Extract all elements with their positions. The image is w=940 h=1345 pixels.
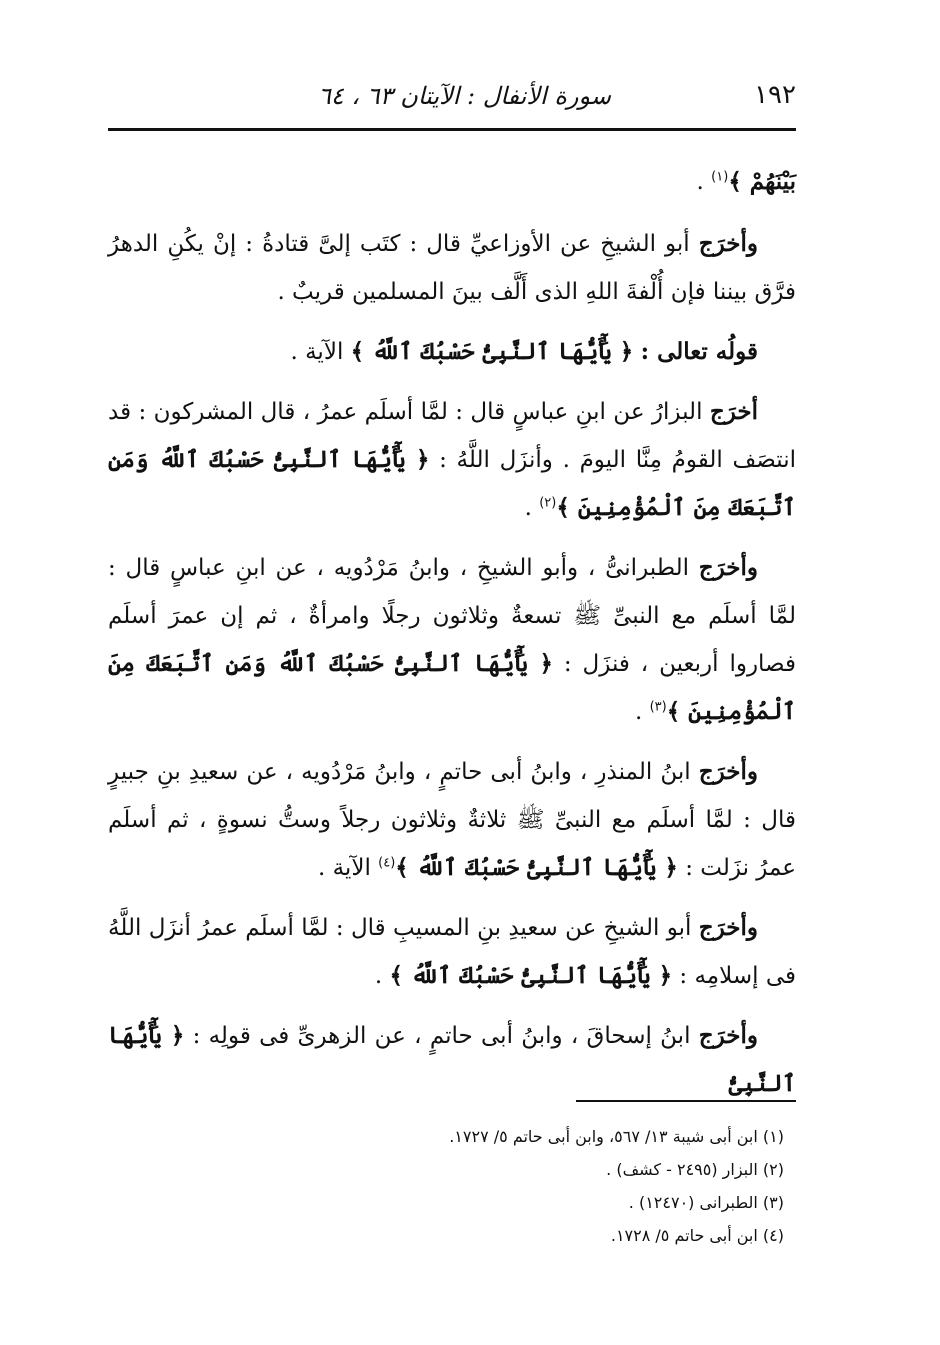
main-text bbox=[108, 158, 796, 1120]
footnote-ref: (٢) bbox=[539, 495, 557, 511]
paragraph-tail: الآية . bbox=[290, 339, 351, 365]
footnote-rule bbox=[576, 1100, 796, 1102]
quran-verse: ﴿ يَٰٓأَيُّهَا ٱلنَّبِىُّ حَسْبُكَ ٱللَّهُ وَمَنِ ٱتَّبَعَكَ مِنَ ٱلْمُؤْمِنِينَ ﴾ bbox=[108, 650, 796, 725]
paragraph bbox=[108, 748, 796, 892]
paragraph-tail: . bbox=[524, 495, 540, 521]
quran-verse: ﴿ يَٰٓأَيُّهَا ٱلنَّبِىُّ حَسْبُكَ ٱللَّهُ ﴾ bbox=[350, 338, 634, 365]
paragraph-text: ابنُ إسحاقَ ، وابنُ أبى حاتمٍ ، عن الزهرىِّ فى قولِه : bbox=[184, 1023, 699, 1049]
footnote-ref: (١) bbox=[711, 169, 729, 185]
quran-verse: ﴿ يَٰٓأَيُّهَا ٱلنَّبِىُّ حَسْبُكَ ٱللَّهُ ﴾ bbox=[389, 962, 673, 989]
header-rule bbox=[108, 128, 796, 131]
paragraph bbox=[108, 220, 796, 316]
paragraph-text: ابنُ المنذرِ ، وابنُ أبى حاتمٍ ، وابنُ مَرْدُويه ، عن سعيدِ بنِ جبيرٍ قال : لمَّا أسلَم مع النبىِّ ﷺ ثلاثةٌ وثلاثون رجلاً وستُّ نسوةٍ ، ثم أسلَم عمرُ نزَلت : bbox=[108, 759, 796, 881]
quran-verse: ﴿ يَٰٓأَيُّهَا ٱلنَّبِىُّ حَسْبُكَ ٱللَّهُ وَمَنِ ٱتَّبَعَكَ مِنَ ٱلْمُؤْمِنِينَ ﴾ bbox=[108, 446, 796, 521]
paragraph-text: أبو الشيخِ عن سعيدِ بنِ المسيبِ قال : لمَّا أسلَم عمرُ أنزَل اللَّهُ فى إسلامِه : bbox=[108, 915, 796, 989]
page-header bbox=[108, 72, 796, 122]
footnote-1: (١) ابن أبى شيبة ١٣/ ٥٦٧، وابن أبى حاتم ٥/ ١٧٢٧. bbox=[449, 1127, 784, 1146]
paragraph-lead: وأخرَج bbox=[698, 1022, 758, 1049]
footnotes bbox=[108, 1120, 784, 1252]
footnote-ref: (٤) bbox=[378, 855, 396, 871]
quran-verse: ﴿ يَٰٓأَيُّهَا ٱلنَّبِىُّ حَسْبُكَ ٱللَّهُ ﴾ bbox=[395, 854, 678, 881]
paragraph-text: البزارُ عن ابنِ عباسٍ قال : لمَّا أسلَم عمرُ ، قال المشركون : قد انتصَف القومُ مِنَّا اليومَ . وأنزَل اللَّهُ : bbox=[108, 399, 796, 473]
paragraph-lead: وأخرَج bbox=[698, 230, 758, 257]
paragraph-tail: . bbox=[374, 963, 390, 989]
paragraph-text bbox=[633, 339, 640, 365]
page-number: ١٩٢ bbox=[754, 80, 796, 110]
quran-verse: ﴿ يَٰٓأَيُّهَا ٱلنَّبِىُّ bbox=[108, 1022, 796, 1097]
paragraph-lead: وأخرَج bbox=[698, 914, 758, 941]
footnote-4: (٤) ابن أبى حاتم ٥/ ١٧٢٨. bbox=[610, 1226, 784, 1245]
footnote-3: (٣) الطبرانى (١٢٤٧٠) . bbox=[628, 1193, 784, 1212]
paragraph bbox=[108, 388, 796, 532]
paragraph bbox=[108, 544, 796, 736]
footnote-ref: (٣) bbox=[649, 699, 667, 715]
paragraph-tail: . bbox=[634, 699, 650, 725]
paragraph bbox=[108, 904, 796, 1000]
verse-heading bbox=[108, 328, 796, 376]
quran-verse: بَيْنَهُمْ ﴾ bbox=[728, 168, 796, 195]
paragraph-text: الطبرانىُّ ، وأبو الشيخِ ، وابنُ مَرْدُويه ، عن ابنِ عباسٍ قال : لمَّا أسلَم مع النبىِّ ﷺ تسعةٌ وثلاثون رجلًا وامرأةٌ ، ثم إن عمرَ أسلَم فصاروا أربعين ، فنزَل : bbox=[108, 555, 796, 677]
paragraph bbox=[108, 1012, 796, 1108]
paragraph-lead: قولُه تعالى : bbox=[640, 338, 758, 365]
paragraph-lead: وأخرَج bbox=[698, 758, 758, 785]
footnote-2: (٢) البزار (٢٤٩٥ - كشف) . bbox=[606, 1160, 784, 1179]
paragraph-lead: وأخرَج bbox=[698, 554, 758, 581]
paragraph-continuation bbox=[108, 158, 796, 206]
running-head: سورة الأنفال : الآيتان ٦٣ ، ٦٤ bbox=[318, 82, 611, 110]
paragraph-text: أبو الشيخِ عن الأوزاعيِّ قال : كتَب إلىَّ قتادةُ : إنْ يكُنِ الدهرُ فرَّق بيننا فإن أُلْفةَ اللهِ الذى أَلَّف بينَ المسلمين قريبٌ . bbox=[108, 231, 796, 305]
paragraph-lead: أخرَج bbox=[709, 398, 758, 425]
paragraph-tail: . bbox=[696, 169, 712, 195]
paragraph-tail: الآية . bbox=[317, 855, 379, 881]
